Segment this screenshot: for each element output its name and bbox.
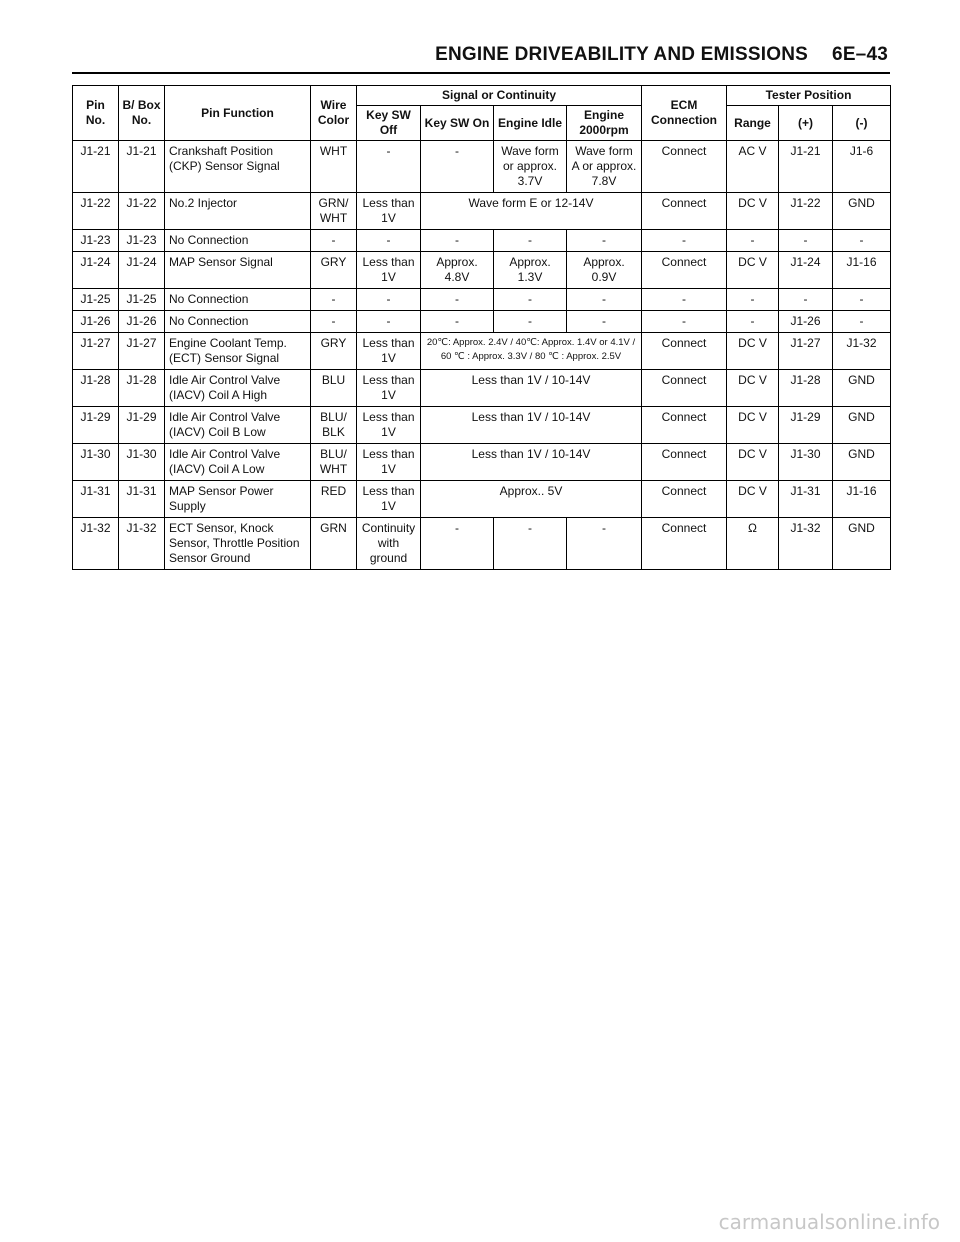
header-tester-group: Tester Position: [727, 86, 891, 106]
header-key-off: Key SW Off: [357, 106, 421, 141]
cell-pin-no: J1-31: [73, 481, 119, 518]
table-row: [73, 481, 891, 518]
cell-key-off: Less than 1V: [357, 193, 421, 230]
cell-pin-no: J1-23: [73, 230, 119, 252]
cell-key-on: Approx. 4.8V: [421, 252, 494, 289]
cell-pin-function: Idle Air Control Valve (IACV) Coil B Low: [165, 407, 311, 444]
cell-minus: J1-6: [833, 141, 891, 193]
header-range: Range: [727, 106, 779, 141]
table-row: [73, 370, 891, 407]
cell-range: -: [727, 230, 779, 252]
cell-ecm-connection: Connect: [642, 141, 727, 193]
cell-box-no: J1-26: [119, 311, 165, 333]
cell-wire-color: GRY: [311, 333, 357, 370]
cell-range: AC V: [727, 141, 779, 193]
pin-table: [72, 85, 891, 570]
cell-pin-no: J1-32: [73, 518, 119, 570]
cell-key-on: -: [421, 311, 494, 333]
cell-ecm-connection: -: [642, 311, 727, 333]
cell-plus: J1-32: [779, 518, 833, 570]
cell-minus: -: [833, 311, 891, 333]
header-pin-function: Pin Function: [165, 86, 311, 141]
cell-engine-2000: -: [567, 230, 642, 252]
cell-minus: -: [833, 289, 891, 311]
cell-box-no: J1-28: [119, 370, 165, 407]
cell-ecm-connection: Connect: [642, 481, 727, 518]
page-header: [72, 40, 890, 74]
cell-wire-color: GRN/ WHT: [311, 193, 357, 230]
cell-minus: GND: [833, 370, 891, 407]
cell-range: DC V: [727, 444, 779, 481]
cell-plus: J1-30: [779, 444, 833, 481]
table-row: [73, 333, 891, 370]
cell-engine-2000: -: [567, 289, 642, 311]
cell-key-off: -: [357, 311, 421, 333]
cell-wire-color: BLU/ WHT: [311, 444, 357, 481]
cell-range: DC V: [727, 252, 779, 289]
cell-engine-2000: Approx. 0.9V: [567, 252, 642, 289]
cell-range: Ω: [727, 518, 779, 570]
cell-ecm-connection: Connect: [642, 407, 727, 444]
cell-signal-span: Wave form E or 12-14V: [421, 193, 642, 230]
cell-ecm-connection: Connect: [642, 370, 727, 407]
cell-plus: J1-26: [779, 311, 833, 333]
header-ecm-connection: ECM Connection: [642, 86, 727, 141]
cell-signal-span: 20℃: Approx. 2.4V / 40℃: Approx. 1.4V or 4.1V / 60 ℃ : Approx. 3.3V / 80 ℃ : Approx. 2.5V: [421, 333, 642, 370]
section-title: ENGINE DRIVEABILITY AND EMISSIONS: [435, 44, 809, 65]
table-row: [73, 193, 891, 230]
cell-box-no: J1-27: [119, 333, 165, 370]
cell-box-no: J1-22: [119, 193, 165, 230]
cell-range: DC V: [727, 407, 779, 444]
header-signal-group: Signal or Continuity: [357, 86, 642, 106]
cell-ecm-connection: Connect: [642, 518, 727, 570]
cell-pin-no: J1-30: [73, 444, 119, 481]
table-row: [73, 407, 891, 444]
cell-pin-function: Idle Air Control Valve (IACV) Coil A High: [165, 370, 311, 407]
cell-box-no: J1-29: [119, 407, 165, 444]
table-row: [73, 141, 891, 193]
cell-pin-no: J1-27: [73, 333, 119, 370]
cell-minus: GND: [833, 518, 891, 570]
cell-minus: GND: [833, 407, 891, 444]
cell-ecm-connection: Connect: [642, 333, 727, 370]
cell-key-off: Less than 1V: [357, 252, 421, 289]
cell-key-on: -: [421, 230, 494, 252]
cell-key-off: Less than 1V: [357, 333, 421, 370]
cell-pin-no: J1-29: [73, 407, 119, 444]
cell-wire-color: -: [311, 311, 357, 333]
cell-plus: J1-24: [779, 252, 833, 289]
cell-key-off: Less than 1V: [357, 407, 421, 444]
cell-engine-idle: Wave form or approx. 3.7V: [494, 141, 567, 193]
cell-key-off: Less than 1V: [357, 370, 421, 407]
cell-plus: J1-21: [779, 141, 833, 193]
cell-range: -: [727, 289, 779, 311]
header-minus: (-): [833, 106, 891, 141]
table-body: [73, 141, 891, 570]
cell-pin-no: J1-24: [73, 252, 119, 289]
cell-engine-2000: -: [567, 518, 642, 570]
cell-ecm-connection: -: [642, 230, 727, 252]
table-row: [73, 252, 891, 289]
cell-engine-idle: -: [494, 230, 567, 252]
cell-engine-idle: Approx. 1.3V: [494, 252, 567, 289]
cell-plus: J1-28: [779, 370, 833, 407]
header-wire-color: Wire Color: [311, 86, 357, 141]
header-box-no: B/ Box No.: [119, 86, 165, 141]
cell-pin-no: J1-25: [73, 289, 119, 311]
table-row: [73, 444, 891, 481]
cell-range: DC V: [727, 481, 779, 518]
table-row: [73, 289, 891, 311]
cell-key-on: -: [421, 141, 494, 193]
cell-pin-no: J1-28: [73, 370, 119, 407]
cell-signal-span: Less than 1V / 10-14V: [421, 407, 642, 444]
cell-key-off: Less than 1V: [357, 444, 421, 481]
cell-ecm-connection: Connect: [642, 193, 727, 230]
cell-pin-function: Engine Coolant Temp. (ECT) Sensor Signal: [165, 333, 311, 370]
header-key-on: Key SW On: [421, 106, 494, 141]
cell-signal-span: Less than 1V / 10-14V: [421, 370, 642, 407]
cell-pin-function: No Connection: [165, 230, 311, 252]
header-engine-2000: Engine 2000rpm: [567, 106, 642, 141]
cell-engine-2000: -: [567, 311, 642, 333]
cell-key-on: -: [421, 289, 494, 311]
cell-plus: -: [779, 230, 833, 252]
cell-plus: J1-29: [779, 407, 833, 444]
cell-wire-color: -: [311, 230, 357, 252]
cell-ecm-connection: -: [642, 289, 727, 311]
cell-plus: -: [779, 289, 833, 311]
cell-box-no: J1-32: [119, 518, 165, 570]
cell-wire-color: GRY: [311, 252, 357, 289]
table-row: [73, 230, 891, 252]
cell-wire-color: -: [311, 289, 357, 311]
cell-plus: J1-27: [779, 333, 833, 370]
cell-pin-function: MAP Sensor Signal: [165, 252, 311, 289]
cell-box-no: J1-30: [119, 444, 165, 481]
cell-wire-color: WHT: [311, 141, 357, 193]
cell-pin-function: Idle Air Control Valve (IACV) Coil A Low: [165, 444, 311, 481]
page-title: [435, 44, 888, 66]
cell-pin-function: No.2 Injector: [165, 193, 311, 230]
watermark: carmanualsonline.info: [718, 1210, 940, 1234]
cell-pin-no: J1-22: [73, 193, 119, 230]
cell-wire-color: BLU/ BLK: [311, 407, 357, 444]
cell-minus: J1-32: [833, 333, 891, 370]
header-plus: (+): [779, 106, 833, 141]
cell-box-no: J1-24: [119, 252, 165, 289]
cell-key-on: -: [421, 518, 494, 570]
cell-box-no: J1-25: [119, 289, 165, 311]
cell-key-off: -: [357, 289, 421, 311]
cell-wire-color: BLU: [311, 370, 357, 407]
cell-key-off: -: [357, 141, 421, 193]
cell-pin-function: Crankshaft Position (CKP) Sensor Signal: [165, 141, 311, 193]
page-number: 6E–43: [832, 44, 888, 65]
cell-pin-no: J1-21: [73, 141, 119, 193]
cell-minus: J1-16: [833, 252, 891, 289]
table-row: [73, 311, 891, 333]
cell-plus: J1-22: [779, 193, 833, 230]
header-pin-no: Pin No.: [73, 86, 119, 141]
cell-engine-2000: Wave form A or approx. 7.8V: [567, 141, 642, 193]
cell-pin-function: No Connection: [165, 289, 311, 311]
cell-key-off: -: [357, 230, 421, 252]
cell-engine-idle: -: [494, 518, 567, 570]
header-engine-idle: Engine Idle: [494, 106, 567, 141]
cell-pin-function: No Connection: [165, 311, 311, 333]
cell-engine-idle: -: [494, 289, 567, 311]
cell-range: DC V: [727, 333, 779, 370]
cell-ecm-connection: Connect: [642, 444, 727, 481]
cell-signal-span: Approx.. 5V: [421, 481, 642, 518]
cell-box-no: J1-23: [119, 230, 165, 252]
cell-range: DC V: [727, 370, 779, 407]
cell-minus: -: [833, 230, 891, 252]
cell-wire-color: GRN: [311, 518, 357, 570]
cell-key-off: Less than 1V: [357, 481, 421, 518]
cell-key-off: Continuity with ground: [357, 518, 421, 570]
cell-range: DC V: [727, 193, 779, 230]
cell-engine-idle: -: [494, 311, 567, 333]
table-row: [73, 518, 891, 570]
table-head: [73, 86, 891, 141]
cell-minus: J1-16: [833, 481, 891, 518]
cell-pin-function: MAP Sensor Power Supply: [165, 481, 311, 518]
cell-ecm-connection: Connect: [642, 252, 727, 289]
cell-pin-no: J1-26: [73, 311, 119, 333]
cell-plus: J1-31: [779, 481, 833, 518]
cell-pin-function: ECT Sensor, Knock Sensor, Throttle Position Sensor Ground: [165, 518, 311, 570]
cell-wire-color: RED: [311, 481, 357, 518]
cell-box-no: J1-21: [119, 141, 165, 193]
cell-minus: GND: [833, 193, 891, 230]
cell-box-no: J1-31: [119, 481, 165, 518]
cell-signal-span: Less than 1V / 10-14V: [421, 444, 642, 481]
cell-minus: GND: [833, 444, 891, 481]
cell-range: -: [727, 311, 779, 333]
